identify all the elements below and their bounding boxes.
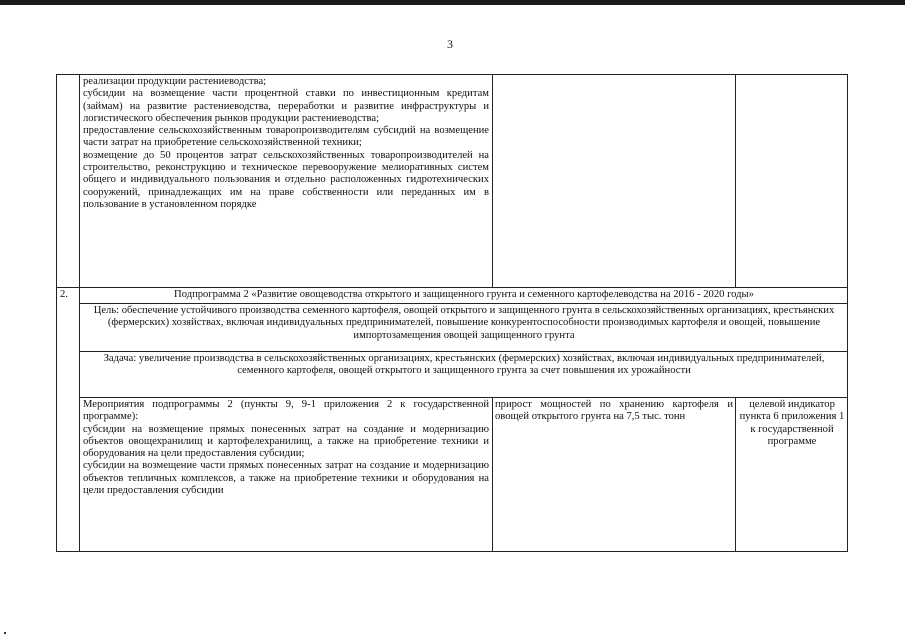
- col-divider-measures: [492, 75, 493, 287]
- result-cell: прирост мощностей по хранению картофеля и овощей открытого грунта на 7,5 тыс. тонн: [495, 399, 733, 423]
- col-divider-number-2: [79, 287, 80, 551]
- row-number: 2.: [60, 289, 68, 300]
- row-divider-subprogram: [57, 287, 847, 288]
- top-paragraph: предоставление сельскохозяйственным товаропроизводителям субсидий на возмещение части затрат на приобретение сельскохозяйственной техники;: [83, 125, 489, 149]
- subprogram-task: Задача: увеличение производства в сельскохозяйственных организациях, крестьянских (фермерских) хозяйствах, включая индивидуальных предпринимателей, семенного картофеля, овощей открытого и защищенного грунта за счет повышения их урожайности: [103, 353, 825, 377]
- scan-top-edge: [0, 0, 905, 5]
- top-paragraph: возмещение до 50 процентов затрат сельскохозяйственных товаропроизводителей на строительство, реконструкцию и техническое перевооружение мелиоративных систем общего и индивидуального пользования и отдельно расположенных гидротехнических сооружений, принадлежащих им на праве собственности или переданных им в пользование в установленном порядке: [83, 149, 489, 210]
- measures-paragraph: субсидии на возмещение части прямых понесенных затрат на создание и модернизацию объектов тепличных комплексов, а также на приобретение техники и оборудования на цели предоставления субсидии: [83, 460, 489, 497]
- row-divider-goal: [79, 303, 847, 304]
- top-paragraph: субсидии на возмещение части процентной ставки по инвестиционным кредитам (займам) на развитие растениеводства, переработки и развитие инфраструктуры и логистического обеспечения рынков продукции растениеводства;: [83, 88, 489, 124]
- col-divider-result-2: [735, 397, 736, 551]
- col-divider-number: [79, 75, 80, 287]
- col-divider-measures-2: [492, 397, 493, 551]
- subprogram-goal: Цель: обеспечение устойчивого производства семенного картофеля, овощей открытого и защищенного грунта в сельскохозяйственных организациях, крестьянских (фермерских) хозяйствах, включая индивидуальных предпринимателей, повышение конкурентоспособности производимых картофеля и овощей, повышение импортозамещения овощей защищенного грунта: [93, 305, 835, 341]
- col-divider-result: [735, 75, 736, 287]
- top-paragraph: реализации продукции растениеводства;: [83, 76, 267, 87]
- measures-paragraph: Мероприятия подпрограммы 2 (пункты 9, 9-1 приложения 2 к государственной программе):: [83, 399, 489, 423]
- indicator-cell: целевой индикатор пункта 6 приложения 1 к государственной программе: [739, 399, 845, 447]
- scan-speck: [4, 632, 6, 634]
- subprogram-title: Подпрограмма 2 «Развитие овощеводства открытого и защищенного грунта и семенного картофелеводства на 2016 - 2020 годы»: [174, 289, 754, 300]
- top-measures-cell: [83, 76, 489, 211]
- page-number: 3: [447, 37, 453, 51]
- row-divider-task: [79, 351, 847, 352]
- program-table: [56, 74, 848, 552]
- row-divider-measures: [79, 397, 847, 398]
- measures-cell: [83, 399, 489, 497]
- measures-paragraph: субсидии на возмещение прямых понесенных затрат на создание и модернизацию объектов овощехранилищ и картофелехранилищ, а также на приобретение техники и оборудования на цели предоставления субсидии;: [83, 423, 489, 460]
